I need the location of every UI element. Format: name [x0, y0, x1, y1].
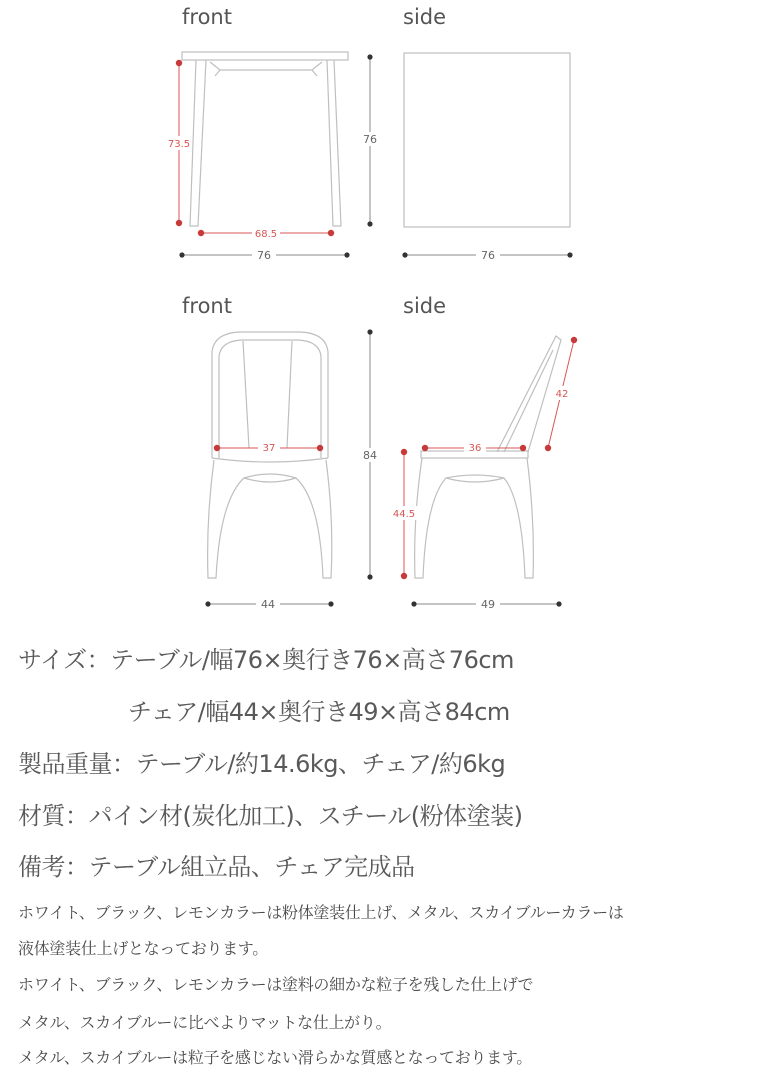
chair-back-height-dim — [545, 337, 577, 451]
table-front-width-label: 76 — [257, 249, 271, 262]
spec-material: 材質：パイン材(炭化加工)、スチール(粉体塗装) — [18, 802, 523, 830]
table-leg-height-dim — [166, 60, 192, 226]
table-total-height-dim — [360, 54, 380, 226]
chair-seat-height-label: 44.5 — [392, 509, 416, 520]
finish-note-4: メタル、スカイブルーに比べよりマットな仕上がり。 — [18, 1013, 392, 1032]
table-inner-width-dim — [198, 227, 334, 240]
table-front-label: front — [182, 5, 232, 29]
chair-back-height-label: 42 — [555, 389, 569, 400]
chair-seat-height-dim — [390, 449, 418, 579]
spec-weight: 製品重量：テーブル/約14.6kg、チェア/約6kg — [18, 750, 506, 778]
finish-note-1: ホワイト、ブラック、レモンカラーは粉体塗装仕上げ、メタル、スカイブルーカラーは — [18, 903, 624, 922]
chair-front-width-label: 44 — [261, 598, 275, 611]
finish-note-2: 液体塗装仕上げとなっております。 — [18, 939, 268, 958]
table-total-height-label: 76 — [363, 133, 377, 146]
finish-note-3: ホワイト、ブラック、レモンカラーは塗料の細かな粒子を残した仕上げで — [18, 975, 534, 994]
table-side-outline — [404, 53, 570, 227]
table-front-width-dim — [179, 248, 349, 262]
chair-front-outline — [208, 332, 332, 578]
chair-front-label: front — [182, 294, 232, 318]
chair-side-depth-dim — [411, 597, 561, 611]
table-leg-height-label: 73.5 — [167, 139, 191, 150]
chair-side-seat-label: 36 — [468, 443, 482, 454]
finish-note-5: メタル、スカイブルーは粒子を感じない滑らかな質感となっております。 — [18, 1048, 532, 1067]
chair-front-seat-dim — [214, 441, 323, 454]
chair-side-outline — [415, 336, 561, 578]
table-side-label: side — [403, 5, 447, 29]
chair-side-label: side — [403, 294, 447, 318]
chair-side-depth-label: 49 — [481, 598, 495, 611]
chair-front-seat-label: 37 — [262, 443, 276, 454]
table-inner-width-label: 68.5 — [254, 229, 278, 240]
spec-size-table: サイズ：テーブル/幅76×奥行き76×高さ76cm — [18, 646, 514, 674]
chair-total-height-label: 84 — [363, 449, 377, 462]
table-side-width-label: 76 — [481, 249, 495, 262]
spec-notes: 備考：テーブル組立品、チェア完成品 — [18, 853, 415, 881]
chair-side-seat-dim — [422, 441, 526, 454]
table-side-width-dim — [402, 248, 572, 262]
spec-size-chair: チェア/幅44×奥行き49×高さ84cm — [128, 698, 510, 726]
table-front-outline — [182, 52, 348, 226]
chair-total-height-dim — [360, 329, 380, 579]
chair-front-width-dim — [205, 597, 333, 611]
